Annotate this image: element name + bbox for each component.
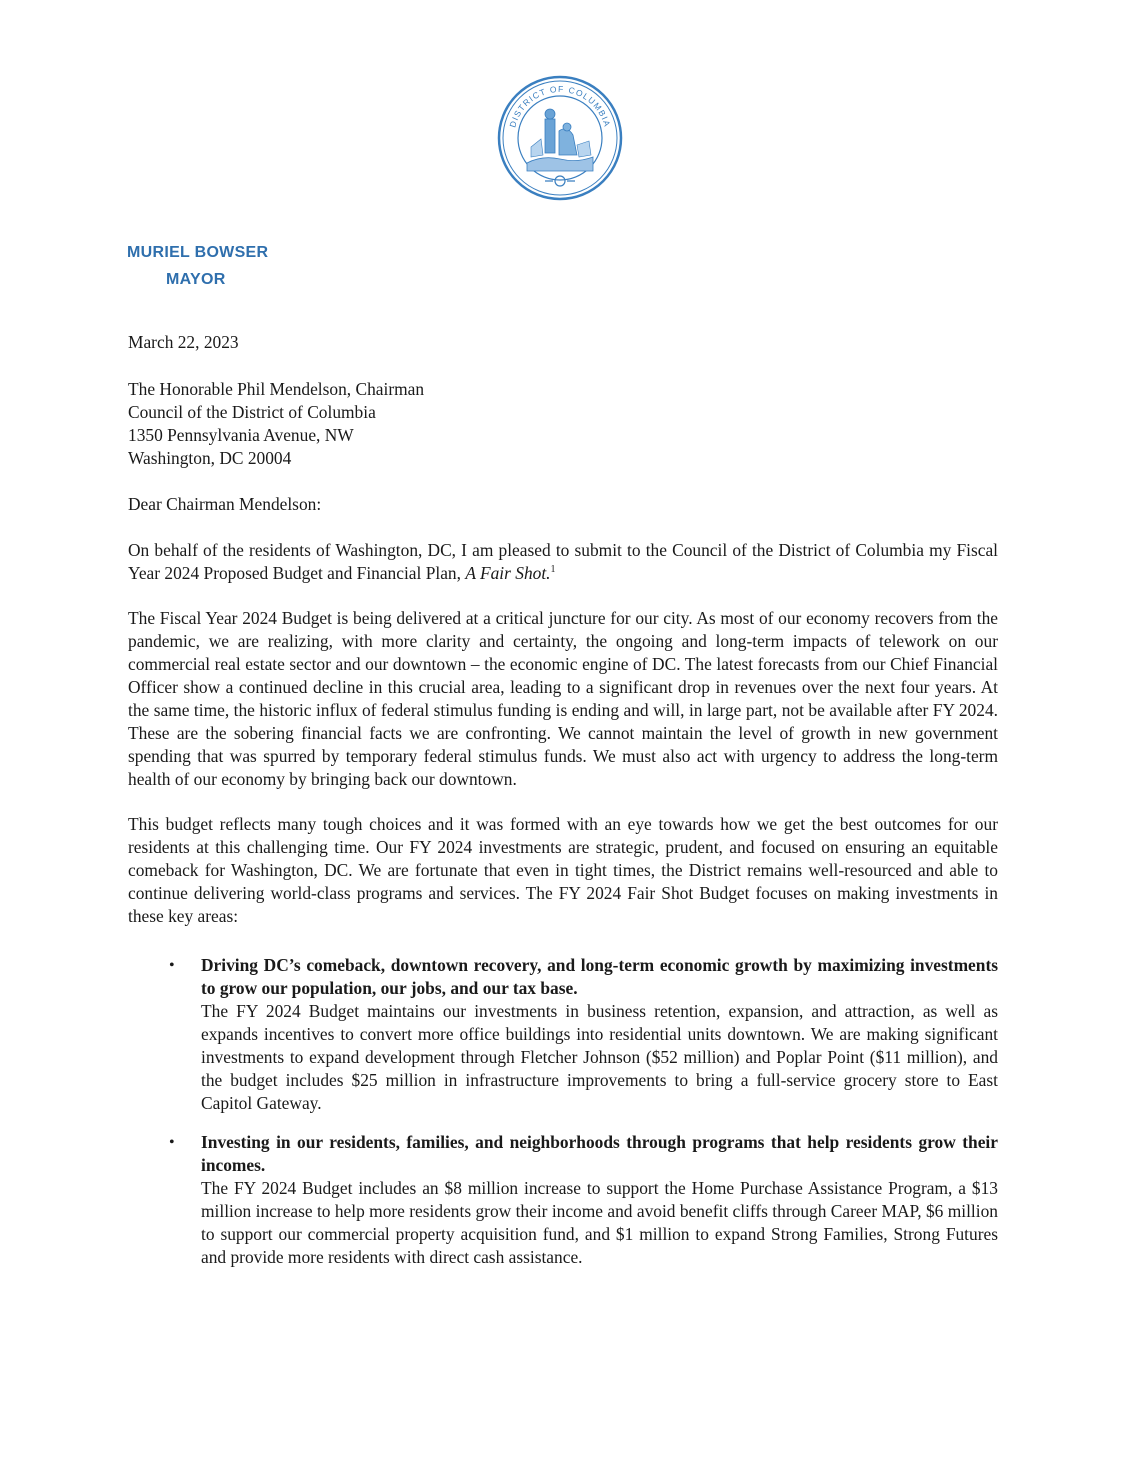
letter-date: March 22, 2023 [128,332,239,352]
paragraph-juncture: The Fiscal Year 2024 Budget is being delivered at a critical juncture for our city. As most of our economy recovers from the pandemic, we are realizing, with more clarity and certainty, the ongoing and long-term impacts of telework on our commercial real estate sector and our downtown – the economic engine of DC. The latest forecasts from our Chief Financial Officer show a continued decline in this crucial area, leading to a significant drop in revenues over the next four years. At the same time, the historic influx of federal stimulus funding is ending and will, in large part, not be available after FY 2024. These are the sobering financial facts we are confronting. We cannot maintain the level of growth in new government spending that was spurred by temporary federal stimulus funds. We must also act with urgency to address the long-term health of our economy by bringing back our downtown. [128,608,998,789]
intro-text: On behalf of the residents of Washington, DC, I am pleased to submit to the Council of the District of Columbia my Fiscal Year 2024 Proposed Budget and Financial Plan, [128,540,998,583]
bullet-icon: • [169,1134,175,1151]
budget-title: A Fair Shot. [465,563,551,583]
mayor-name: MURIEL BOWSER [127,244,269,261]
salutation: Dear Chairman Mendelson: [128,494,322,514]
intro-paragraph [128,539,998,585]
bullet-body: The FY 2024 Budget includes an $8 million increase to support the Home Purchase Assistance Program, a $13 million increase to help more residents grow their income and avoid benefit cliffs through Career MAP, $6 million to support our commercial property acquisition fund, and $1 million to expand Strong Families, Strong Futures and provide more residents with direct cash assistance. [201,1178,998,1267]
key-areas-list [128,954,998,1269]
address-line: 1350 Pennsylvania Avenue, NW [128,425,354,445]
footnote-marker: 1 [550,564,556,576]
bullet-heading: Investing in our residents, families, and neighborhoods through programs that help residents grow their incomes. [201,1132,998,1175]
list-item [169,954,998,1115]
bullet-heading: Driving DC’s comeback, downtown recovery, and long-term economic growth by maximizing investments to grow our population, our jobs, and our tax base. [201,955,998,998]
address-line: Council of the District of Columbia [128,402,376,422]
district-seal-icon [497,75,623,201]
seal-text: DISTRICT OF COLUMBIA [507,83,613,129]
address-line: Washington, DC 20004 [128,448,292,468]
mayor-title: MAYOR [166,271,226,288]
bullet-body: The FY 2024 Budget maintains our investments in business retention, expansion, and attraction, as well as expands incentives to convert more office buildings into residential units downtown. We are making significant investments to expand development through Fletcher Johnson ($52 million) and Poplar Point ($11 million), and the budget includes $25 million in infrastructure improvements to bring a full-service grocery store to East Capitol Gateway. [201,1001,998,1113]
letter-body [128,331,998,1285]
address-line: The Honorable Phil Mendelson, Chairman [128,379,425,399]
bullet-icon: • [169,957,175,974]
paragraph-choices: This budget reflects many tough choices and it was formed with an eye towards how we get the best outcomes for our residents at this challenging time. Our FY 2024 investments are strategic, prudent, and focused on ensuring an equitable comeback for Washington, DC. We are fortunate that even in tight times, the District remains well-resourced and able to continue delivering world-class programs and services. The FY 2024 Fair Shot Budget focuses on making investments in these key areas: [128,814,998,926]
recipient-address [128,378,998,470]
list-item [169,1131,998,1269]
